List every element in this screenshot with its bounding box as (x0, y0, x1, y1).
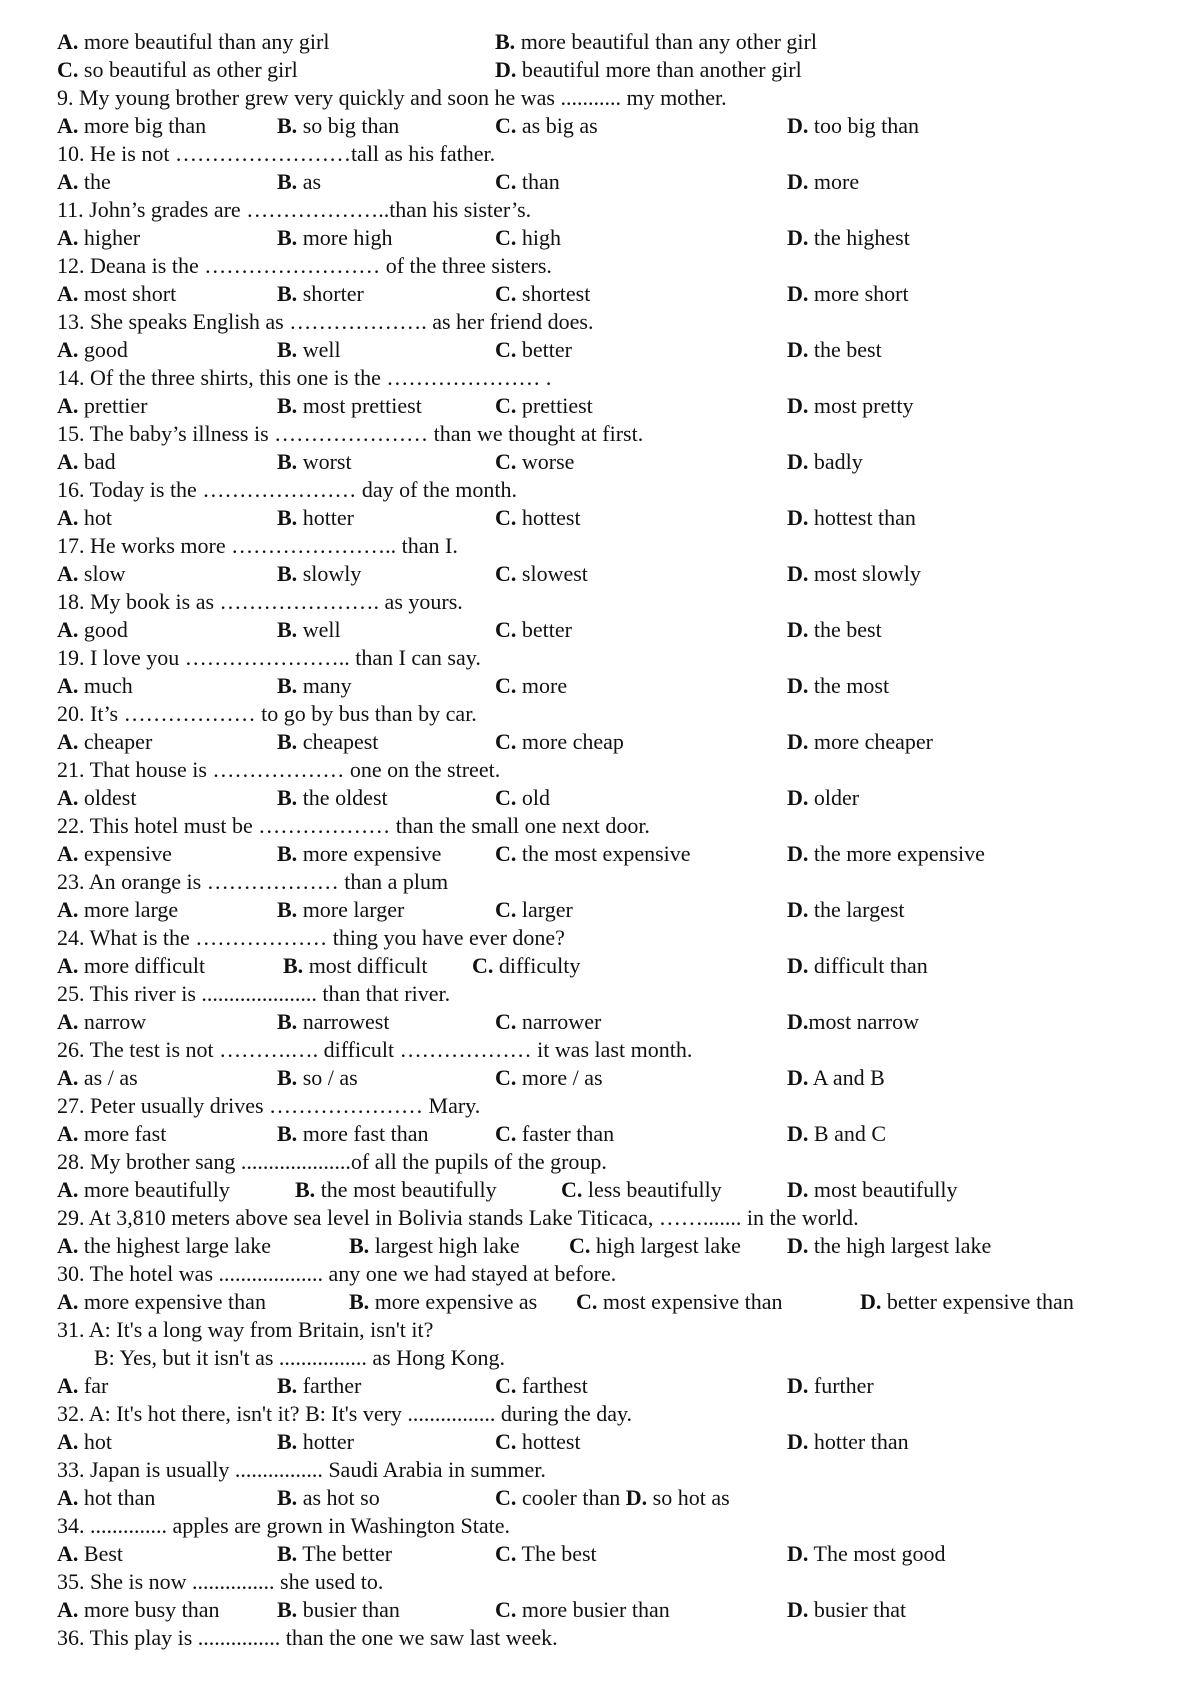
q13-option-b: B. well (277, 337, 341, 362)
q20-option-b: B. cheapest (277, 729, 379, 754)
q23-option-c: C. larger (495, 897, 573, 922)
q11-option-b: B. more high (277, 225, 393, 250)
q24-option-a: A. more difficult (57, 953, 206, 978)
q27-option-d: D. B and C (787, 1121, 887, 1146)
q23-option-d: D. the largest (787, 897, 905, 922)
q20-option-a: A. cheaper (57, 729, 153, 754)
q33-stem: 33. Japan is usually ................ Saudi Arabia in summer. (57, 1457, 546, 1482)
q18-option-d: D. the best (787, 617, 882, 642)
q30-option-b: B. more expensive as (349, 1289, 538, 1314)
q22-option-a: A. expensive (57, 841, 172, 866)
q14-option-c: C. prettiest (495, 393, 593, 418)
q12-option-b: B. shorter (277, 281, 364, 306)
q30-option-c: C. most expensive than (576, 1289, 783, 1314)
q8-option-b: B. more beautiful than any other girl (495, 29, 817, 54)
q12-option-d: D. more short (787, 281, 909, 306)
q10-stem: 10. He is not ……………………tall as his father. (57, 141, 496, 166)
q26-option-b: B. so / as (277, 1065, 358, 1090)
q9-option-b: B. so big than (277, 113, 400, 138)
q23-option-a: A. more large (57, 897, 179, 922)
q14-option-a: A. prettier (57, 393, 148, 418)
q34-stem: 34. .............. apples are grown in Washington State. (57, 1513, 511, 1538)
q29-option-c: C. high largest lake (569, 1233, 741, 1258)
q9-stem: 9. My young brother grew very quickly and soon he was ........... my mother. (57, 85, 727, 110)
q21-option-b: B. the oldest (277, 785, 388, 810)
q25-option-c: C. narrower (495, 1009, 602, 1034)
q23-stem: 23. An orange is ……………… than a plum (57, 869, 449, 894)
q24-option-d: D. difficult than (787, 953, 928, 978)
q32-option-b: B. hotter (277, 1429, 355, 1454)
q18-stem: 18. My book is as …………………. as yours. (57, 589, 463, 614)
q21-option-c: C. old (495, 785, 551, 810)
q13-option-a: A. good (57, 337, 128, 362)
q16-stem: 16. Today is the ………………… day of the month. (57, 477, 518, 502)
q35-stem: 35. She is now ............... she used to. (57, 1569, 384, 1594)
q20-option-c: C. more cheap (495, 729, 624, 754)
q17-option-c: C. slowest (495, 561, 588, 586)
q35-option-c: C. more busier than (495, 1597, 670, 1622)
q28-option-b: B. the most beautifully (295, 1177, 497, 1202)
q34-option-a: A. Best (57, 1541, 124, 1566)
q27-option-a: A. more fast (57, 1121, 167, 1146)
q16-option-b: B. hotter (277, 505, 355, 530)
q22-option-c: C. the most expensive (495, 841, 691, 866)
q22-option-d: D. the more expensive (787, 841, 985, 866)
q28-option-c: C. less beautifully (561, 1177, 722, 1202)
q27-option-b: B. more fast than (277, 1121, 429, 1146)
q19-option-d: D. the most (787, 673, 890, 698)
q15-option-d: D. badly (787, 449, 863, 474)
q11-option-c: C. high (495, 225, 562, 250)
q21-stem: 21. That house is ……………… one on the street. (57, 757, 501, 782)
q35-option-b: B. busier than (277, 1597, 400, 1622)
q34-option-d: D. The most good (787, 1541, 946, 1566)
q19-option-a: A. much (57, 673, 133, 698)
q32-option-a: A. hot (57, 1429, 113, 1454)
q27-stem: 27. Peter usually drives ………………… Mary. (57, 1093, 481, 1118)
q11-stem: 11. John’s grades are ………………..than his sister’s. (57, 197, 532, 222)
q18-option-c: C. better (495, 617, 572, 642)
q29-option-b: B. largest high lake (349, 1233, 520, 1258)
q33-option-b: B. as hot so (277, 1485, 380, 1510)
q25-option-b: B. narrowest (277, 1009, 390, 1034)
q21-option-a: A. oldest (57, 785, 137, 810)
q26-option-c: C. more / as (495, 1065, 603, 1090)
q28-option-d: D. most beautifully (787, 1177, 958, 1202)
q29-option-d: D. the high largest lake (787, 1233, 992, 1258)
q8-option-c: C. so beautiful as other girl (57, 57, 298, 82)
q19-stem: 19. I love you ………………….. than I can say. (57, 645, 481, 670)
q12-option-a: A. most short (57, 281, 177, 306)
q30-option-d: D. better expensive than (860, 1289, 1074, 1314)
q9-option-d: D. too big than (787, 113, 919, 138)
q35-option-d: D. busier that (787, 1597, 907, 1622)
q8-option-a: A. more beautiful than any girl (57, 29, 330, 54)
q26-option-d: D. A and B (787, 1065, 885, 1090)
q31-option-c: C. farthest (495, 1373, 588, 1398)
q16-option-d: D. hottest than (787, 505, 916, 530)
q17-stem: 17. He works more ………………….. than I. (57, 533, 458, 558)
q18-option-a: A. good (57, 617, 128, 642)
q31-option-a: A. far (57, 1373, 109, 1398)
q29-option-a: A. the highest large lake (57, 1233, 272, 1258)
q24-option-c: C. difficulty (472, 953, 581, 978)
q20-option-d: D. more cheaper (787, 729, 933, 754)
q11-option-d: D. the highest (787, 225, 910, 250)
q13-stem: 13. She speaks English as ………………. as her friend does. (57, 309, 594, 334)
q9-option-a: A. more big than (57, 113, 207, 138)
q14-stem: 14. Of the three shirts, this one is the ………………… . (57, 365, 552, 390)
q15-option-a: A. bad (57, 449, 116, 474)
q12-stem: 12. Deana is the …………………… of the three sisters. (57, 253, 552, 278)
q33-option-a: A. hot than (57, 1485, 156, 1510)
q9-option-c: C. as big as (495, 113, 598, 138)
q30-option-a: A. more expensive than (57, 1289, 266, 1314)
q36-stem: 36. This play is ............... than the one we saw last week. (57, 1625, 558, 1650)
q28-stem: 28. My brother sang ....................of all the pupils of the group. (57, 1149, 607, 1174)
q16-option-c: C. hottest (495, 505, 581, 530)
q31-option-b: B. farther (277, 1373, 362, 1398)
q35-option-a: A. more busy than (57, 1597, 220, 1622)
q21-option-d: D. older (787, 785, 860, 810)
q17-option-b: B. slowly (277, 561, 362, 586)
q18-option-b: B. well (277, 617, 341, 642)
q31-option-d: D. further (787, 1373, 874, 1398)
q25-option-d: D.most narrow (787, 1009, 919, 1034)
q13-option-c: C. better (495, 337, 572, 362)
q27-option-c: C. faster than (495, 1121, 615, 1146)
q29-stem: 29. At 3,810 meters above sea level in Bolivia stands Lake Titicaca, ……....... in the world. (57, 1205, 859, 1230)
q8-option-d: D. beautiful more than another girl (495, 57, 802, 82)
q31-stem-line2: B: Yes, but it isn't as ................ as Hong Kong. (94, 1345, 505, 1370)
q32-option-d: D. hotter than (787, 1429, 909, 1454)
q12-option-c: C. shortest (495, 281, 591, 306)
q14-option-d: D. most pretty (787, 393, 914, 418)
q25-option-a: A. narrow (57, 1009, 147, 1034)
q15-option-b: B. worst (277, 449, 352, 474)
q24-stem: 24. What is the ……………… thing you have ever done? (57, 925, 565, 950)
q10-option-a: A. the (57, 169, 111, 194)
q34-option-c: C. The best (495, 1541, 597, 1566)
q10-option-d: D. more (787, 169, 860, 194)
q26-stem: 26. The test is not ……….…. difficult ……………… it was last month. (57, 1037, 693, 1062)
q13-option-d: D. the best (787, 337, 882, 362)
q25-stem: 25. This river is ..................... than that river. (57, 981, 451, 1006)
q24-option-b: B. most difficult (283, 953, 428, 978)
q19-option-c: C. more (495, 673, 568, 698)
q10-option-b: B. as (277, 169, 322, 194)
q26-option-a: A. as / as (57, 1065, 138, 1090)
q32-option-c: C. hottest (495, 1429, 581, 1454)
q34-option-b: B. The better (277, 1541, 393, 1566)
q29-stem-tail: in the world. (746, 1205, 859, 1230)
q17-option-d: D. most slowly (787, 561, 921, 586)
q32-stem: 32. A: It's hot there, isn't it? B: It's very ................ during the day. (57, 1401, 633, 1426)
q15-option-c: C. worse (495, 449, 575, 474)
q22-stem: 22. This hotel must be ……………… than the small one next door. (57, 813, 650, 838)
q30-stem: 30. The hotel was ................... any one we had stayed at before. (57, 1261, 617, 1286)
q17-option-a: A. slow (57, 561, 126, 586)
q15-stem: 15. The baby’s illness is ………………… than we thought at first. (57, 421, 644, 446)
q22-option-b: B. more expensive (277, 841, 442, 866)
q10-option-c: C. than (495, 169, 560, 194)
q14-option-b: B. most prettiest (277, 393, 422, 418)
q19-option-b: B. many (277, 673, 352, 698)
q20-stem: 20. It’s ……………… to go by bus than by car. (57, 701, 477, 726)
q31-stem: 31. A: It's a long way from Britain, isn't it? (57, 1317, 434, 1342)
q33-option-c: C. cooler than D. so hot as (495, 1485, 730, 1510)
q11-option-a: A. higher (57, 225, 141, 250)
q28-option-a: A. more beautifully (57, 1177, 230, 1202)
q23-option-b: B. more larger (277, 897, 405, 922)
q16-option-a: A. hot (57, 505, 113, 530)
